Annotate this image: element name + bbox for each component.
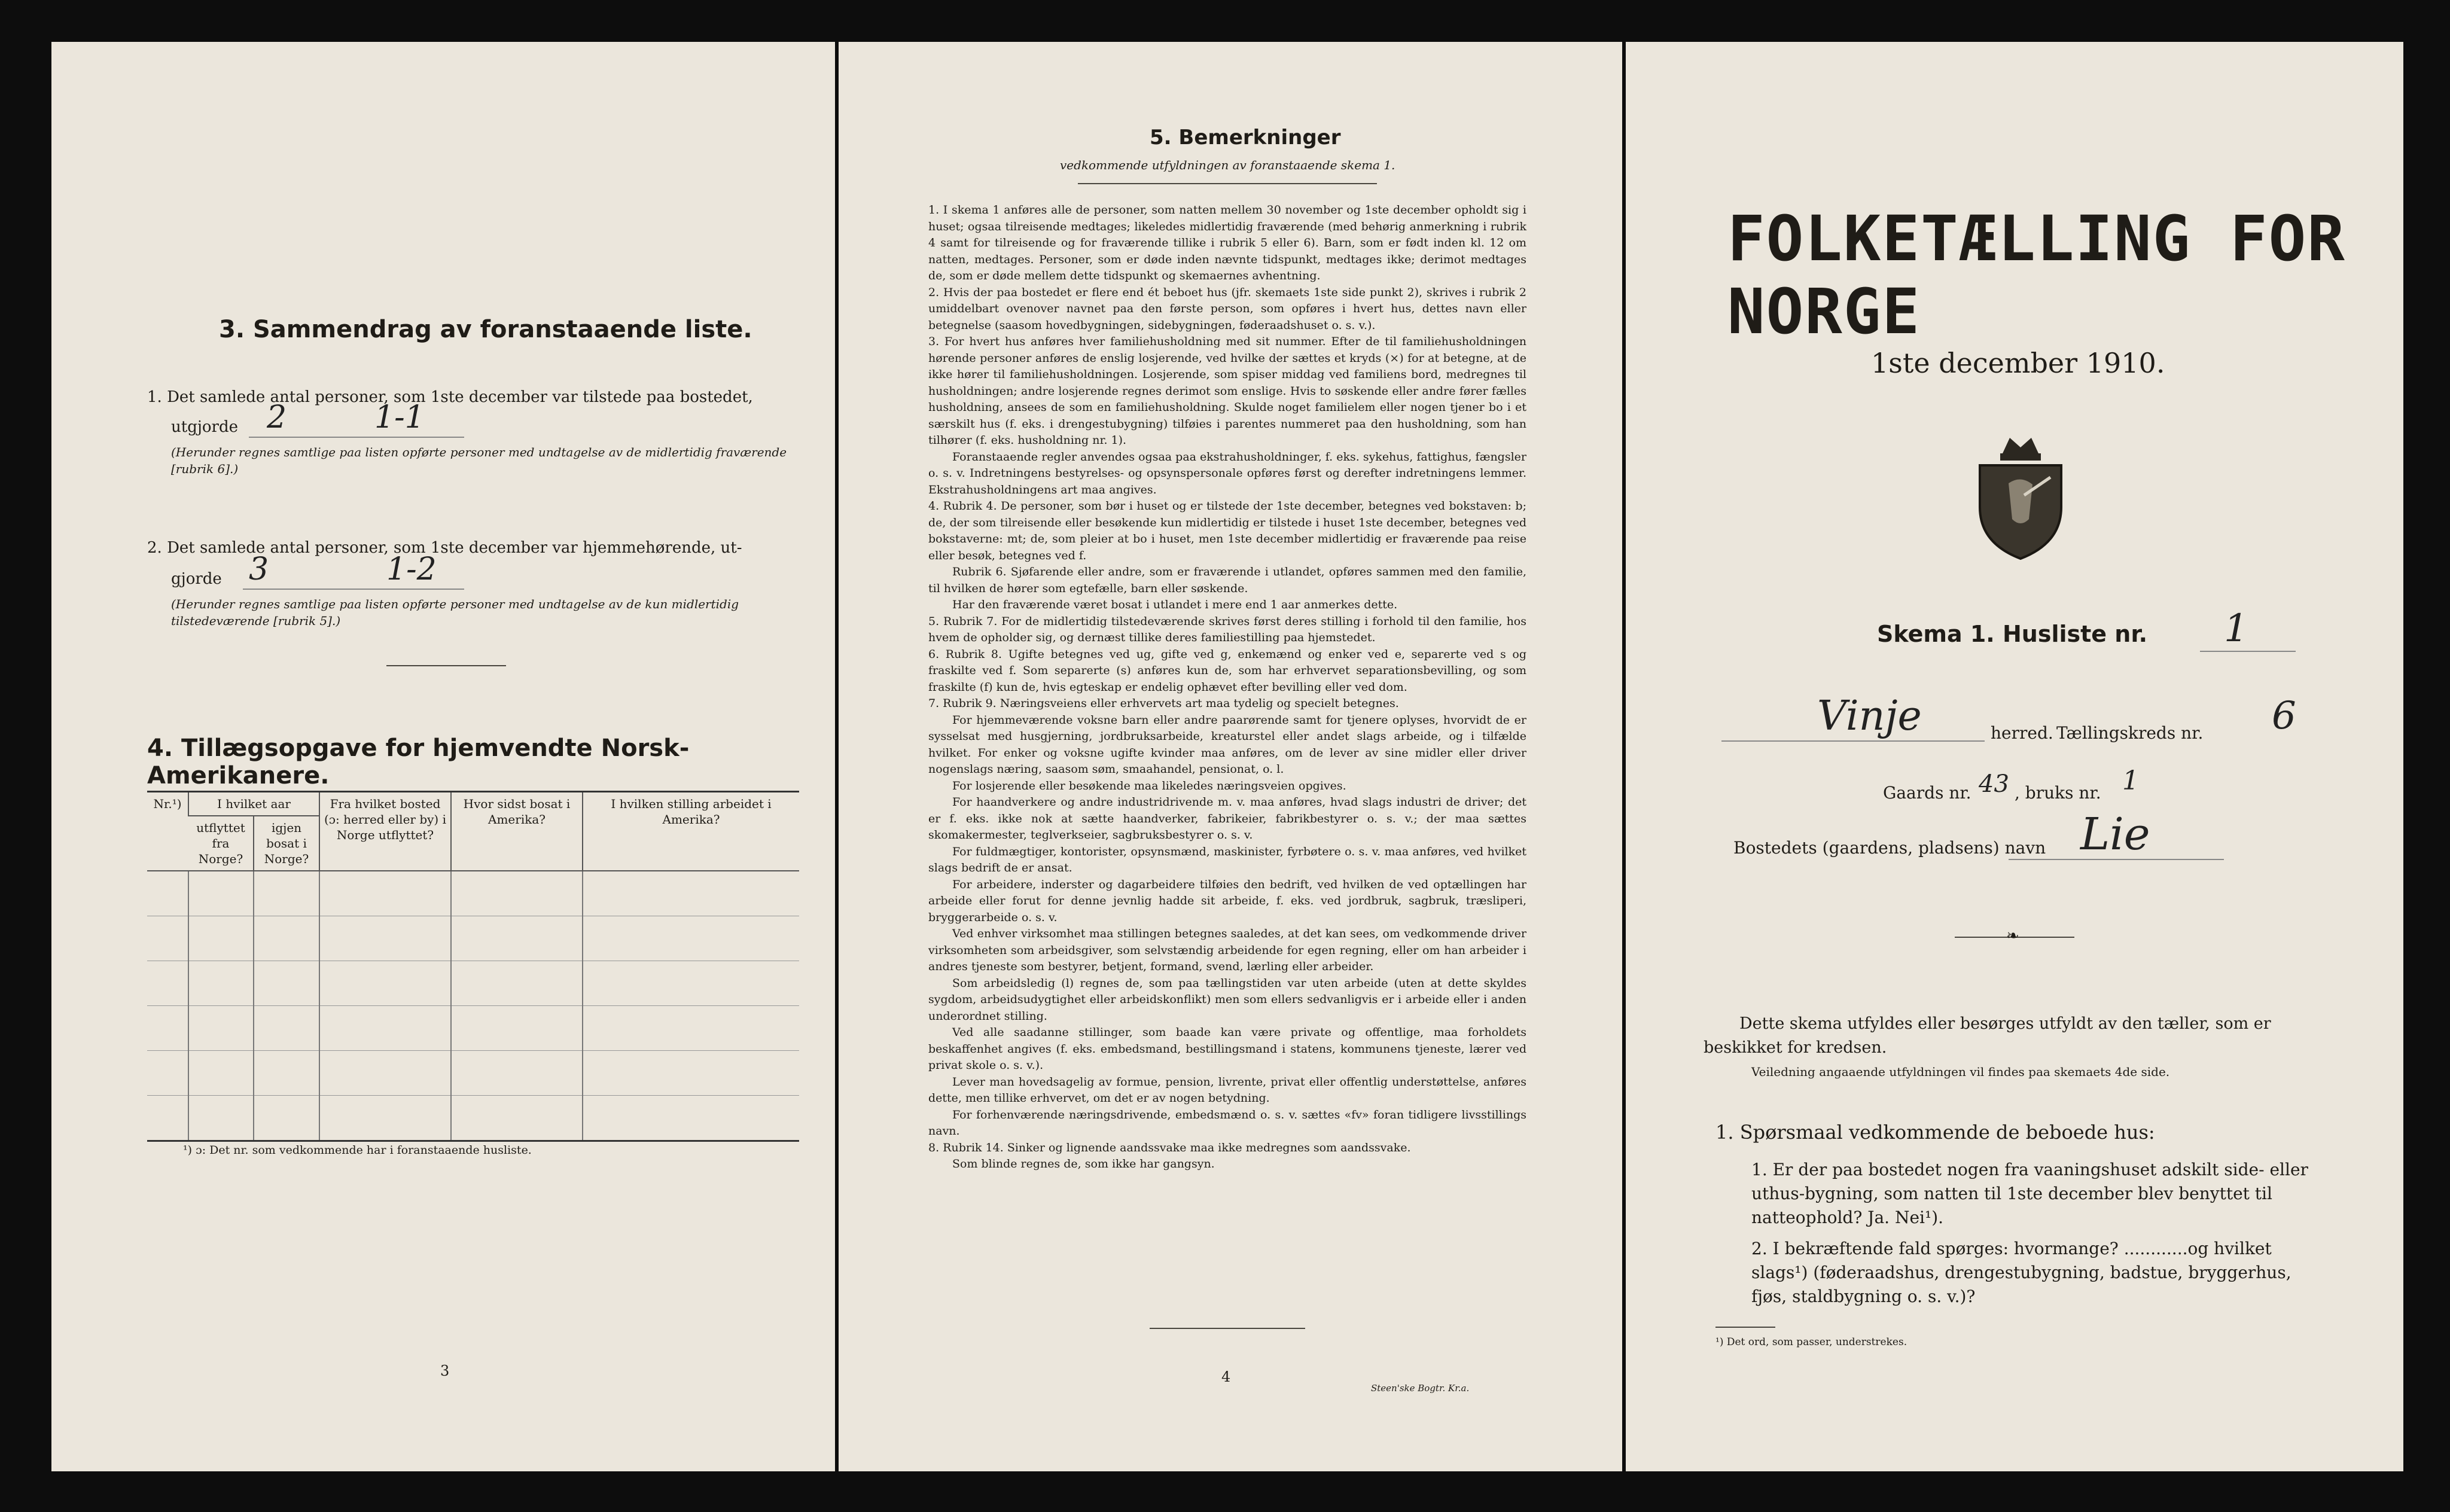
divider <box>386 665 506 666</box>
table-row <box>147 871 799 916</box>
item1-fill-line <box>249 437 464 438</box>
col-hvilket-aar: I hvilket aar <box>188 792 319 816</box>
husliste-nr: 1 <box>2224 606 2248 651</box>
item2-value-a: 3 <box>249 551 269 587</box>
bruks-label: , bruks nr. <box>2015 783 2101 803</box>
remark-paragraph: Foranstaaende regler anvendes ogsaa paa ekstrahusholdninger, f. eks. sykehus, fattighus, fængsler o. s. v. Indretningens bestyrelses- og opsynspersonale opføres først og derefter indretningens lemmer. Ekstrahusholdningens art maa angives. <box>928 450 1526 496</box>
bemerkninger-subtitle: vedkommende utfyldningen av foranstaaende skema 1. <box>1060 158 1395 172</box>
printer-mark: Steen'ske Bogtr. Kr.a. <box>1371 1383 1470 1394</box>
remark-paragraph: Som arbeidsledig (l) regnes de, som paa tællingstiden var uten arbeide (uten at dette skyldes sygdom, arbeidsudygtighet eller arbeidskonflikt) men som ellers sedvanligvis er i arbeide eller i anden underordnet stilling. <box>928 976 1526 1023</box>
section3-title: 3. Sammendrag av foranstaaende liste. <box>219 316 752 343</box>
remark-paragraph: Som blinde regnes de, som ikke har gangsyn. <box>952 1157 1215 1170</box>
section4-title: 4. Tillægsopgave for hjemvendte Norsk-Amerikanere. <box>147 734 690 789</box>
bosted-value: Lie <box>2080 809 2150 860</box>
herred-value: Vinje <box>1817 693 1922 740</box>
remark-paragraph: For losjerende eller besøkende maa likeledes næringsveien opgives. <box>952 779 1346 792</box>
item2-value-b: 1-2 <box>386 551 437 587</box>
remark-paragraph: 8. Rubrik 14. Sinker og lignende aandssvake maa ikke medregnes som aandssvake. <box>928 1141 1411 1154</box>
item2-text: 2. Det samlede antal personer, som 1ste december var hjemmehørende, ut- <box>147 539 742 557</box>
bemerkninger-body <box>928 202 1526 1173</box>
item1-note: (Herunder regnes samtlige paa listen opførte personer med undtagelse av de midlertidig fraværende [rubrik 6].) <box>171 445 787 476</box>
census-title: FOLKETÆLLING FOR NORGE <box>1727 202 2346 348</box>
page-number-3: 3 <box>440 1362 450 1379</box>
remark-paragraph: 2. Hvis der paa bostedet er flere end ét beboet hus (jfr. skemaets 1ste side punkt 2), skrives i rubrik 2 umiddelbart ovenover navnet paa den første person, som opføres i hvert hus, dettes navn eller betegnelse (saasom hovedbygningen, sidebygningen, føderaadshuset o. s. v.). <box>928 285 1526 332</box>
col-utflyttet: utflyttet fra Norge? <box>188 816 254 871</box>
bosted-label: Bostedets (gaardens, pladsens) navn <box>1733 838 2046 858</box>
item1-prefix: utgjorde <box>171 418 239 436</box>
end-divider <box>1150 1328 1305 1329</box>
kreds-label: Tællingskreds nr. <box>2056 723 2204 743</box>
page-number-4: 4 <box>1221 1368 1231 1385</box>
item1-value-b: 1-1 <box>374 400 425 435</box>
table-row <box>147 916 799 961</box>
remark-paragraph: 3. For hvert hus anføres hver familiehusholdning med sit nummer. Efter de til familiehusholdningen hørende personer anføres de enslig losjerende, ved hvilke der sættes et kryds (×) for at betegne, at de ikke hører til familiehusholdningen. Losjerende, som spiser middag ved familiens bord, medregnes til husholdningen; andre losjerende regnes derimot som enslige. Hvis to søskende eller andre fører fælles husholdning, ansees de som en familiehusholdning. Skulde noget familielem eller nogen tjener bo i et særskilt hus (f. eks. i drengestubygning) tilføies i parentes nummeret paa den husholdning, som han tilhører (f. eks. husholdning nr. 1). <box>928 335 1526 447</box>
remark-paragraph: For hjemmeværende voksne barn eller andre paarørende samt for tjenere oplyses, hvorvidt de er sysselsat med husgjerning, jordbruksarbeide, kreaturstel eller andet slags arbeide, og i tilfælde hvilket. For enker og voksne ugifte kvinder maa anføres, om de lever av sine midler eller driver nogenslags næring, saasom søm, smaahandel, pensionat, o. l. <box>928 713 1526 776</box>
remark-paragraph: Har den fraværende været bosat i utlandet i mere end 1 aar anmerkes dette. <box>952 598 1398 611</box>
remark-paragraph: Lever man hovedsagelig av formue, pension, livrente, privat eller offentlig understøttelse, anføres dette, men tillike erhvervet, om det er av nogen betydning. <box>928 1075 1526 1105</box>
page-forside <box>1626 42 2403 1471</box>
herred-line <box>1721 740 1985 742</box>
remark-paragraph: 4. Rubrik 4. De personer, som bør i huset og er tilstede der 1ste december, betegnes ved bokstaven: b; de, der som tilreisende eller besøkende kun midlertidig er tilstede i huset 1ste december, betegnes ved bokstaverne: mt; de, som pleier at bo i huset, men 1ste december midlertidig er fraværende paa reise eller besøk, betegnes ved f. <box>928 499 1526 562</box>
remark-paragraph: 7. Rubrik 9. Næringsveiens eller erhvervets art maa tydelig og specielt betegnes. <box>928 697 1399 710</box>
norway-coat-of-arms-icon <box>1967 429 2074 562</box>
questions-title: 1. Spørsmaal vedkommende de beboede hus: <box>1715 1121 2155 1144</box>
gaards-value: 43 <box>1979 770 2009 798</box>
remark-paragraph: 6. Rubrik 8. Ugifte betegnes ved ug, gifte ved g, enkemænd og enker ved e, separerte ved s og fraskilte ved f. Som separerte (s) anføres kun de, som har erhvervet separationsbevilling, og som fraskilte (f) kun de, hvis egteskap er endelig ophævet efter bevilling eller ved dom. <box>928 647 1526 694</box>
col-nr: Nr.¹) <box>147 792 188 871</box>
husliste-line <box>2200 651 2296 652</box>
item2-prefix: gjorde <box>171 570 222 588</box>
page-bemerkninger <box>839 42 1622 1471</box>
bemerkninger-title: 5. Bemerkninger <box>1150 126 1341 150</box>
remark-paragraph: For arbeidere, inderster og dagarbeidere tilføies den bedrift, ved hvilken de ved optællingen har arbeide eller forut for denne jevnlig hadde sit arbeide, f. eks. ved jordbruk, sagbruk, træsliperi, bryggerarbeide o. s. v. <box>928 877 1526 924</box>
remark-paragraph: Ved enhver virksomhet maa stillingen betegnes saaledes, at det kan sees, om vedkommende driver virksomheten som arbeidsgiver, som selvstændig arbeidende for egen regning, eller om han arbeider i andres tjeneste som bestyrer, betjent, formand, svend, lærling eller arbeider. <box>928 927 1526 973</box>
item2-note: (Herunder regnes samtlige paa listen opførte personer med undtagelse av de kun midlertidig tilstedeværende [rubrik 5].) <box>171 597 739 628</box>
skema-label: Skema 1. Husliste nr. <box>1877 621 2148 647</box>
remark-paragraph: Rubrik 6. Sjøfarende eller andre, som er fraværende i utlandet, opføres sammen med den familie, til hvilken de hører som egtefælle, barn eller søskende. <box>928 565 1526 595</box>
remark-paragraph: For fuldmægtiger, kontorister, opsynsmænd, maskinister, fyrbøtere o. s. v. maa anføres, ved hvilket slags bedrift de er ansat. <box>928 845 1526 874</box>
norsk-amerikanere-table <box>147 791 799 1142</box>
item2-fill-line <box>243 589 464 590</box>
table-row <box>147 1051 799 1096</box>
census-date: 1ste december 1910. <box>1871 347 2165 379</box>
remark-paragraph: For haandverkere og andre industridrivende m. v. maa anføres, hvad slags industri de driver; det er f. eks. ikke nok at sætte haandverker, fabrikeier, fabrikbestyrer o. s. v.; der maa sættes skomakermester, teglverkseier, sagbruksbestyrer o. s. v. <box>928 795 1526 842</box>
bruks-value: 1 <box>2122 766 2139 796</box>
instruction-text: Dette skema utfyldes eller besørges utfyldt av den tæller, som er beskikket for kredsen. <box>1704 1014 2271 1057</box>
col-fra-bosted: Fra hvilket bosted (ɔ: herred eller by) i Norge utflyttet? <box>319 792 451 871</box>
herred-label: herred. <box>1991 723 2053 743</box>
table-row <box>147 1006 799 1051</box>
instruction-small: Veiledning angaaende utfyldningen vil findes paa skemaets 4de side. <box>1751 1065 2170 1079</box>
footnote: ¹) Det ord, som passer, understrekes. <box>1715 1336 1907 1348</box>
col-stilling: I hvilken stilling arbeidet i Amerika? <box>583 792 799 871</box>
remark-paragraph: Ved alle saadanne stillinger, som baade kan være private og offentlige, maa forholdets beskaffenhet angives (f. eks. embedsmand, bestillingsmand i statens, kommunens tjeneste, lærer ved privat skole o. s. v.). <box>928 1026 1526 1072</box>
question-1: 1. Er der paa bostedet nogen fra vaaningshuset adskilt side- eller uthus-bygning, som natten til 1ste december blev benyttet til natteophold? Ja. Nei¹). <box>1751 1160 2308 1227</box>
remark-paragraph: For forhenværende næringsdrivende, embedsmænd o. s. v. sættes «fv» foran tidligere livsstillings navn. <box>928 1108 1526 1138</box>
col-igjen-bosat: igjen bosat i Norge? <box>254 816 319 871</box>
item1-value-a: 2 <box>267 400 287 435</box>
item1-text: 1. Det samlede antal personer, som 1ste december var tilstede paa bostedet, <box>147 388 753 406</box>
table-row <box>147 961 799 1006</box>
ornament-icon: ❧ <box>2006 927 2019 945</box>
table-row <box>147 1096 799 1141</box>
gaards-label: Gaards nr. <box>1883 783 1971 803</box>
table-footnote: ¹) ɔ: Det nr. som vedkommende har i foranstaaende husliste. <box>183 1144 532 1157</box>
page-sammendrag <box>51 42 835 1471</box>
remark-paragraph: 5. Rubrik 7. For de midlertidig tilstedeværende skrives først deres stilling i forhold til den familie, hos hvem de opholder sig, og dernæst tillike deres familiestilling paa hjemstedet. <box>928 614 1526 644</box>
title-divider <box>1078 183 1377 184</box>
question-2: 2. I bekræftende fald spørges: hvormange? ............og hvilket slags¹) (føderaadshus, drengestubygning, badstue, bryggerhus, fjøs, staldbygning o. s. v.)? <box>1751 1239 2291 1306</box>
col-sidst-bosat: Hvor sidst bosat i Amerika? <box>451 792 583 871</box>
footnote-divider <box>1715 1327 1775 1328</box>
remark-paragraph: 1. I skema 1 anføres alle de personer, som natten mellem 30 november og 1ste december opholdt sig i huset; ogsaa tilreisende medtages; likeledes midlertidig fraværende (med behørig anmerkning i rubrik 4 samt for tilreisende og for fraværende tillike i rubrik 5 eller 6). Barn, som er født inden kl. 12 om natten, medtages. Personer, som er døde inden nævnte tidspunkt, medtages ikke; derimot medtages de, som er døde mellem dette tidspunkt og skemaernes avhentning. <box>928 203 1526 282</box>
kreds-value: 6 <box>2272 694 2296 738</box>
